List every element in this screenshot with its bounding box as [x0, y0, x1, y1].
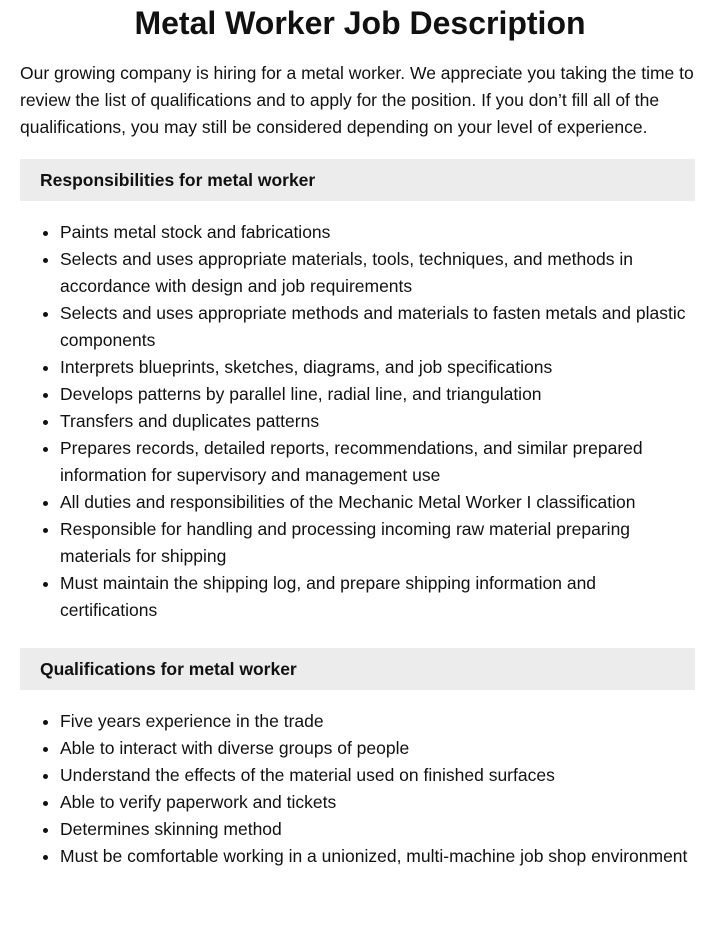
list-item: • Determines skinning method — [60, 816, 690, 843]
responsibilities-list — [20, 219, 690, 624]
list-item: • Able to interact with diverse groups of people — [60, 735, 690, 762]
list-item: • All duties and responsibilities of the Mechanic Metal Worker I classification — [60, 489, 690, 516]
responsibilities-heading: Responsibilities for metal worker — [20, 159, 695, 201]
page-title: Metal Worker Job Description — [134, 5, 586, 41]
list-item: • Selects and uses appropriate methods and materials to fasten metals and plastic components — [60, 300, 690, 354]
list-item: • Prepares records, detailed reports, recommendations, and similar prepared information for supervisory and management use — [60, 435, 690, 489]
qualifications-heading: Qualifications for metal worker — [20, 648, 695, 690]
list-item: • Must be comfortable working in a unionized, multi-machine job shop environment — [60, 843, 690, 870]
list-item: • Paints metal stock and fabrications — [60, 219, 690, 246]
list-item: • Understand the effects of the material used on finished surfaces — [60, 762, 690, 789]
list-item: • Develops patterns by parallel line, radial line, and triangulation — [60, 381, 690, 408]
list-item: • Interprets blueprints, sketches, diagrams, and job specifications — [60, 354, 690, 381]
list-item: • Transfers and duplicates patterns — [60, 408, 690, 435]
qualifications-list — [20, 708, 690, 870]
list-item: • Five years experience in the trade — [60, 708, 690, 735]
list-item: • Selects and uses appropriate materials, tools, techniques, and methods in accordance with design and job requirements — [60, 246, 690, 300]
intro-paragraph: Our growing company is hiring for a metal worker. We appreciate you taking the time to review the list of qualifications and to apply for the position. If you don’t fill all of the qualifications, you may still be considered depending on your level of experience. — [20, 63, 694, 137]
list-item: • Must maintain the shipping log, and prepare shipping information and certifications — [60, 570, 690, 624]
list-item: • Able to verify paperwork and tickets — [60, 789, 690, 816]
list-item: • Responsible for handling and processing incoming raw material preparing materials for shipping — [60, 516, 690, 570]
